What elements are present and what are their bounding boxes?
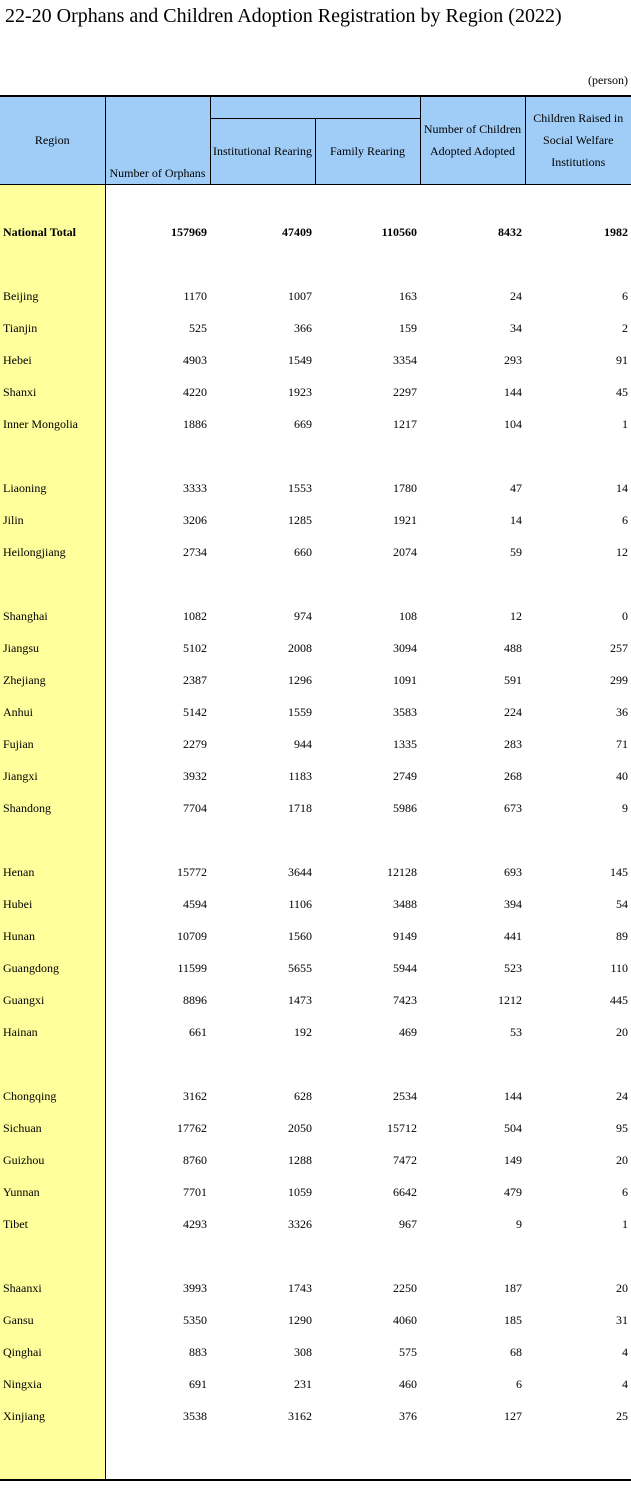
- region-cell: Hebei: [0, 345, 105, 377]
- table-row: [0, 409, 631, 441]
- family-cell: 5986: [393, 801, 417, 815]
- header-group-blank: [210, 96, 420, 118]
- family-cell: 2749: [393, 769, 417, 783]
- table-row: [0, 313, 631, 345]
- region-cell: Henan: [0, 857, 105, 889]
- institutional-cell: 660: [294, 545, 312, 559]
- region-cell: Tianjin: [0, 313, 105, 345]
- table-row: [0, 1305, 631, 1337]
- data-table: [0, 95, 631, 1481]
- welfare-cell: 110: [610, 961, 628, 975]
- welfare-cell: 54: [616, 897, 628, 911]
- region-cell: Fujian: [0, 729, 105, 761]
- spacer-row: [0, 825, 631, 857]
- table-body: [0, 184, 631, 1480]
- family-cell: 3354: [393, 353, 417, 367]
- family-cell: 1335: [393, 737, 417, 751]
- region-cell: Hainan: [0, 1017, 105, 1049]
- orphans-cell: 4220: [183, 385, 207, 399]
- region-cell: Zhejiang: [0, 665, 105, 697]
- adopted-cell: 394: [504, 897, 522, 911]
- adopted-cell: 68: [510, 1345, 522, 1359]
- institutional-cell: 192: [294, 1025, 312, 1039]
- region-cell: Xinjiang: [0, 1401, 105, 1433]
- institutional-cell: 5655: [288, 961, 312, 975]
- spacer-row: [0, 569, 631, 601]
- family-cell: 2074: [393, 545, 417, 559]
- welfare-cell: 4: [622, 1345, 628, 1359]
- family-cell: 967: [399, 1217, 417, 1231]
- orphans-cell: 3538: [183, 1409, 207, 1423]
- adopted-cell: 12: [510, 609, 522, 623]
- adopted-cell: 144: [504, 385, 522, 399]
- family-cell: 376: [399, 1409, 417, 1423]
- adopted-cell: 144: [504, 1089, 522, 1103]
- orphans-cell: 883: [189, 1345, 207, 1359]
- welfare-cell: 36: [616, 705, 628, 719]
- region-cell: Ningxia: [0, 1369, 105, 1401]
- header-institutional: Institutional Rearing: [210, 118, 315, 184]
- adopted-cell: 1212: [498, 993, 522, 1007]
- table-row: [0, 1145, 631, 1177]
- family-cell: 7472: [393, 1153, 417, 1167]
- region-cell: Anhui: [0, 697, 105, 729]
- institutional-cell: 2008: [288, 641, 312, 655]
- institutional-cell: 1059: [288, 1185, 312, 1199]
- spacer-row: [0, 441, 631, 473]
- institutional-cell: 1296: [288, 673, 312, 687]
- welfare-cell: 45: [616, 385, 628, 399]
- orphans-cell: 1082: [183, 609, 207, 623]
- institutional-cell: 3162: [288, 1409, 312, 1423]
- table-row: [0, 953, 631, 985]
- orphans-cell: 2279: [183, 737, 207, 751]
- table-row: [0, 1337, 631, 1369]
- welfare-cell: 6: [622, 513, 628, 527]
- institutional-cell: 231: [294, 1377, 312, 1391]
- orphans-cell: 3333: [183, 481, 207, 495]
- family-cell: 7423: [393, 993, 417, 1007]
- welfare-cell: 40: [616, 769, 628, 783]
- table-row: [0, 601, 631, 633]
- table-row: [0, 281, 631, 313]
- adopted-cell: 293: [504, 353, 522, 367]
- adopted-cell: 24: [510, 289, 522, 303]
- institutional-cell: 3326: [288, 1217, 312, 1231]
- adopted-cell: 673: [504, 801, 522, 815]
- adopted-cell: 283: [504, 737, 522, 751]
- institutional-cell: 974: [294, 609, 312, 623]
- welfare-cell: 24: [616, 1089, 628, 1103]
- orphans-cell: 5350: [183, 1313, 207, 1327]
- region-cell: Qinghai: [0, 1337, 105, 1369]
- institutional-cell: 3644: [288, 865, 312, 879]
- welfare-cell: 20: [616, 1025, 628, 1039]
- welfare-cell: 12: [616, 545, 628, 559]
- adopted-cell: 224: [504, 705, 522, 719]
- institutional-cell: 1923: [288, 385, 312, 399]
- institutional-cell: 1553: [288, 481, 312, 495]
- welfare-cell: 145: [610, 865, 628, 879]
- adopted-cell: 185: [504, 1313, 522, 1327]
- orphans-cell: 661: [189, 1025, 207, 1039]
- adopted-cell: 479: [504, 1185, 522, 1199]
- table-row: [0, 857, 631, 889]
- orphans-cell: 5142: [183, 705, 207, 719]
- table-row: [0, 1369, 631, 1401]
- orphans-cell: 525: [189, 321, 207, 335]
- table-row: [0, 345, 631, 377]
- orphans-cell: 7701: [183, 1185, 207, 1199]
- region-cell: Guizhou: [0, 1145, 105, 1177]
- adopted-cell: 488: [504, 641, 522, 655]
- region-cell: Tibet: [0, 1209, 105, 1241]
- family-cell: 6642: [393, 1185, 417, 1199]
- orphans-cell: 3206: [183, 513, 207, 527]
- family-cell: 575: [399, 1345, 417, 1359]
- adopted-cell: 523: [504, 961, 522, 975]
- welfare-cell: 2: [622, 321, 628, 335]
- table-row: [0, 1273, 631, 1305]
- orphans-cell: 5102: [183, 641, 207, 655]
- adopted-cell: 6: [516, 1377, 522, 1391]
- region-cell: Guangdong: [0, 953, 105, 985]
- header-welfare: Children Raised in Social Welfare Institutions: [525, 96, 631, 184]
- welfare-cell: 1: [622, 1217, 628, 1231]
- region-cell: Jiangxi: [0, 761, 105, 793]
- region-cell: Guangxi: [0, 985, 105, 1017]
- welfare-cell: 6: [622, 289, 628, 303]
- family-cell: 1780: [393, 481, 417, 495]
- region-cell: National Total: [0, 217, 105, 249]
- adopted-cell: 504: [504, 1121, 522, 1135]
- institutional-cell: 47409: [282, 225, 312, 239]
- welfare-cell: 25: [616, 1409, 628, 1423]
- family-cell: 15712: [387, 1121, 417, 1135]
- welfare-cell: 257: [610, 641, 628, 655]
- spacer-row: [0, 1241, 631, 1273]
- institutional-cell: 2050: [288, 1121, 312, 1135]
- welfare-cell: 91: [616, 353, 628, 367]
- institutional-cell: 1183: [288, 769, 312, 783]
- family-cell: 2534: [393, 1089, 417, 1103]
- family-cell: 2297: [393, 385, 417, 399]
- table-row: [0, 697, 631, 729]
- welfare-cell: 1: [622, 417, 628, 431]
- table-row: [0, 1209, 631, 1241]
- adopted-cell: 693: [504, 865, 522, 879]
- table-row: [0, 793, 631, 825]
- region-cell: Jiangsu: [0, 633, 105, 665]
- region-cell: Gansu: [0, 1305, 105, 1337]
- orphans-cell: 1886: [183, 417, 207, 431]
- region-cell: Shaanxi: [0, 1273, 105, 1305]
- orphans-cell: 15772: [177, 865, 207, 879]
- welfare-cell: 6: [622, 1185, 628, 1199]
- orphans-cell: 4903: [183, 353, 207, 367]
- orphans-cell: 3932: [183, 769, 207, 783]
- institutional-cell: 1718: [288, 801, 312, 815]
- family-cell: 9149: [393, 929, 417, 943]
- welfare-cell: 9: [622, 801, 628, 815]
- table-row: [0, 633, 631, 665]
- table-row: [0, 537, 631, 569]
- table-row: [0, 1177, 631, 1209]
- header-region: Region: [0, 96, 105, 184]
- adopted-cell: 59: [510, 545, 522, 559]
- welfare-cell: 14: [616, 481, 628, 495]
- welfare-cell: 89: [616, 929, 628, 943]
- orphans-cell: 8760: [183, 1153, 207, 1167]
- region-cell: Yunnan: [0, 1177, 105, 1209]
- table-row: [0, 1401, 631, 1433]
- spacer-row: [0, 1433, 631, 1465]
- family-cell: 5944: [393, 961, 417, 975]
- institutional-cell: 1549: [288, 353, 312, 367]
- institutional-cell: 1473: [288, 993, 312, 1007]
- region-cell: Inner Mongolia: [0, 409, 105, 441]
- institutional-cell: 1007: [288, 289, 312, 303]
- family-cell: 3094: [393, 641, 417, 655]
- family-cell: 110560: [381, 225, 417, 239]
- adopted-cell: 441: [504, 929, 522, 943]
- orphans-cell: 10709: [177, 929, 207, 943]
- adopted-cell: 104: [504, 417, 522, 431]
- welfare-cell: 20: [616, 1281, 628, 1295]
- welfare-cell: 20: [616, 1153, 628, 1167]
- table-row: [0, 889, 631, 921]
- table-row: [0, 1113, 631, 1145]
- region-cell: Heilongjiang: [0, 537, 105, 569]
- institutional-cell: 1285: [288, 513, 312, 527]
- adopted-cell: 8432: [498, 225, 522, 239]
- welfare-cell: 299: [610, 673, 628, 687]
- adopted-cell: 268: [504, 769, 522, 783]
- orphans-cell: 3993: [183, 1281, 207, 1295]
- region-cell: Chongqing: [0, 1081, 105, 1113]
- welfare-cell: 1982: [604, 225, 628, 239]
- table-row: [0, 921, 631, 953]
- orphans-cell: 11599: [177, 961, 207, 975]
- region-cell: Jilin: [0, 505, 105, 537]
- orphans-cell: 4293: [183, 1217, 207, 1231]
- orphans-cell: 3162: [183, 1089, 207, 1103]
- adopted-cell: 14: [510, 513, 522, 527]
- table-row: [0, 729, 631, 761]
- adopted-cell: 149: [504, 1153, 522, 1167]
- adopted-cell: 187: [504, 1281, 522, 1295]
- spacer-row: [0, 184, 631, 217]
- institutional-cell: 1743: [288, 1281, 312, 1295]
- orphans-cell: 2734: [183, 545, 207, 559]
- spacer-row: [0, 1465, 631, 1480]
- region-cell: Hubei: [0, 889, 105, 921]
- region-cell: Beijing: [0, 281, 105, 313]
- national-total-row: [0, 217, 631, 249]
- region-cell: Sichuan: [0, 1113, 105, 1145]
- adopted-cell: 53: [510, 1025, 522, 1039]
- region-cell: Liaoning: [0, 473, 105, 505]
- family-cell: 1217: [393, 417, 417, 431]
- institutional-cell: 1559: [288, 705, 312, 719]
- header-orphans: Number of Orphans: [105, 96, 210, 184]
- institutional-cell: 1290: [288, 1313, 312, 1327]
- table-row: [0, 473, 631, 505]
- institutional-cell: 944: [294, 737, 312, 751]
- orphans-cell: 17762: [177, 1121, 207, 1135]
- adopted-cell: 591: [504, 673, 522, 687]
- family-cell: 108: [399, 609, 417, 623]
- orphans-cell: 7704: [183, 801, 207, 815]
- table-row: [0, 665, 631, 697]
- family-cell: 12128: [387, 865, 417, 879]
- institutional-cell: 308: [294, 1345, 312, 1359]
- adopted-cell: 127: [504, 1409, 522, 1423]
- table-row: [0, 505, 631, 537]
- region-cell: Shanghai: [0, 601, 105, 633]
- welfare-cell: 0: [622, 609, 628, 623]
- family-cell: 2250: [393, 1281, 417, 1295]
- institutional-cell: 1288: [288, 1153, 312, 1167]
- family-cell: 3488: [393, 897, 417, 911]
- region-cell: Shandong: [0, 793, 105, 825]
- welfare-cell: 4: [622, 1377, 628, 1391]
- region-cell: Shanxi: [0, 377, 105, 409]
- header-family: Family Rearing: [315, 118, 420, 184]
- adopted-cell: 47: [510, 481, 522, 495]
- institutional-cell: 1560: [288, 929, 312, 943]
- table-row: [0, 985, 631, 1017]
- header-adopted: Number of Children Adopted Adopted: [420, 96, 525, 184]
- family-cell: 460: [399, 1377, 417, 1391]
- orphans-cell: 2387: [183, 673, 207, 687]
- adopted-cell: 9: [516, 1217, 522, 1231]
- institutional-cell: 1106: [288, 897, 312, 911]
- orphans-cell: 8896: [183, 993, 207, 1007]
- unit-label: (person): [588, 73, 628, 87]
- institutional-cell: 366: [294, 321, 312, 335]
- welfare-cell: 71: [616, 737, 628, 751]
- family-cell: 1921: [393, 513, 417, 527]
- table-row: [0, 1017, 631, 1049]
- page-title: 22-20 Orphans and Children Adoption Registration by Region (2022): [5, 5, 562, 27]
- orphans-cell: 1170: [183, 289, 207, 303]
- welfare-cell: 95: [616, 1121, 628, 1135]
- family-cell: 3583: [393, 705, 417, 719]
- institutional-cell: 669: [294, 417, 312, 431]
- region-cell: Hunan: [0, 921, 105, 953]
- table-row: [0, 1081, 631, 1113]
- family-cell: 1091: [393, 673, 417, 687]
- family-cell: 159: [399, 321, 417, 335]
- adopted-cell: 34: [510, 321, 522, 335]
- family-cell: 163: [399, 289, 417, 303]
- table-row: [0, 761, 631, 793]
- spacer-row: [0, 249, 631, 281]
- institutional-cell: 628: [294, 1089, 312, 1103]
- spacer-row: [0, 1049, 631, 1081]
- table-row: [0, 377, 631, 409]
- orphans-cell: 691: [189, 1377, 207, 1391]
- orphans-cell: 157969: [171, 225, 207, 239]
- welfare-cell: 445: [610, 993, 628, 1007]
- family-cell: 4060: [393, 1313, 417, 1327]
- welfare-cell: 31: [616, 1313, 628, 1327]
- family-cell: 469: [399, 1025, 417, 1039]
- orphans-cell: 4594: [183, 897, 207, 911]
